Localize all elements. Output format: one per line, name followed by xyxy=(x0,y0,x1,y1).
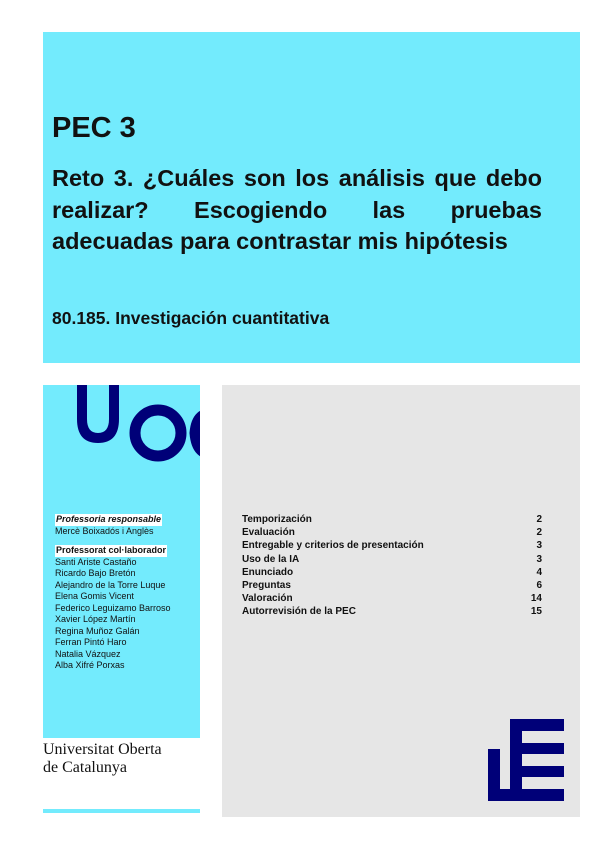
toc-item-label: Enunciado xyxy=(242,566,294,578)
collaborator-name: Ferran Pintó Haro xyxy=(55,637,127,647)
toc-item-label: Autorrevisión de la PEC xyxy=(242,606,356,618)
toc-item-label: Uso de la IA xyxy=(242,553,300,565)
collaborator-name: Regina Muñoz Galán xyxy=(55,625,140,636)
toc-item-label: Valoración xyxy=(242,593,293,605)
contents-panel xyxy=(222,385,580,817)
university-name-line2: de Catalunya xyxy=(43,759,127,776)
table-of-contents xyxy=(242,513,542,619)
collaborator-name: Natalia Vázquez xyxy=(55,648,121,659)
cover-header xyxy=(43,32,580,363)
document-subtitle: Reto 3. ¿Cuáles son los análisis que debo realizar? Escogiendo las pruebas adecuadas para contrastar mis hipótesis xyxy=(52,165,542,254)
collaborator-name: Alba Xifré Porxas xyxy=(55,660,125,670)
toc-item[interactable] xyxy=(242,566,542,579)
toc-item-label: Evaluación xyxy=(242,527,295,539)
toc-item-page: 15 xyxy=(530,606,542,618)
bottom-accent-bar xyxy=(43,809,200,813)
toc-item[interactable] xyxy=(242,513,542,526)
toc-item-page: 2 xyxy=(536,527,542,539)
collaborator-name: Federico Leguizamo Barroso xyxy=(55,602,171,613)
toc-item-page: 2 xyxy=(536,514,542,525)
toc-item-page: 3 xyxy=(536,540,542,552)
toc-item[interactable] xyxy=(242,539,542,552)
toc-item-label: Entregable y criterios de presentación xyxy=(242,540,424,552)
document-title: PEC 3 xyxy=(52,112,136,144)
toc-item-page: 6 xyxy=(536,579,542,591)
staff-list xyxy=(55,514,171,672)
uoc-logo-icon xyxy=(65,385,200,477)
toc-item-label: Temporización xyxy=(242,514,312,525)
toc-item[interactable] xyxy=(242,605,542,618)
collaborator-name: Ricardo Bajo Bretón xyxy=(55,568,136,578)
toc-item[interactable] xyxy=(242,553,542,566)
toc-item[interactable] xyxy=(242,592,542,605)
staff-column xyxy=(43,385,200,738)
responsible-label: Professoria responsable xyxy=(56,514,162,524)
toc-item-page: 3 xyxy=(536,553,542,565)
course-name: 80.185. Investigación cuantitativa xyxy=(52,308,330,328)
uoc-brand-mark-icon xyxy=(488,719,564,801)
university-name xyxy=(43,741,162,777)
responsible-name: Mercè Boixadós i Anglès xyxy=(55,525,154,536)
collaborator-name: Santi Ariste Castaño xyxy=(55,556,137,567)
collaborator-name: Elena Gomis Vicent xyxy=(55,591,134,601)
toc-item-page: 4 xyxy=(536,566,542,578)
toc-item-label: Preguntas xyxy=(242,579,291,591)
collaborator-name: Alejandro de la Torre Luque xyxy=(55,579,166,590)
collaborators-label: Professorat col·laborador xyxy=(56,545,167,555)
university-name-line1: Universitat Oberta xyxy=(43,741,162,758)
toc-item-page: 14 xyxy=(530,593,542,605)
toc-item[interactable] xyxy=(242,579,542,592)
collaborator-name: Xavier López Martín xyxy=(55,614,136,624)
toc-item[interactable] xyxy=(242,526,542,539)
